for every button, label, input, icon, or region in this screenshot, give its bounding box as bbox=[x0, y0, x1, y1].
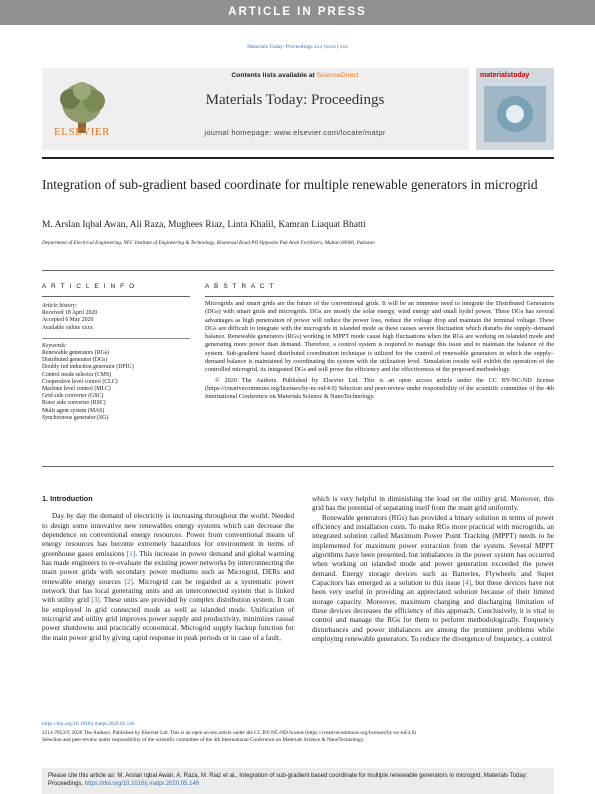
abstract-heading: A B S T R A C T bbox=[205, 283, 275, 290]
publisher-logo-text: ELSEVIER bbox=[54, 126, 110, 138]
text-run: . This increase in power demand and global warming has made engineers to re-evaluate the existing power networks by interconnecting the main power grids with secondary power mediums such as Microgrid, DERs and renewable energy sources bbox=[42, 548, 294, 586]
keyword: Distributed generator (DGs) bbox=[42, 357, 108, 364]
footer-license bbox=[42, 730, 554, 744]
article-info-heading: A R T I C L E I N F O bbox=[42, 283, 136, 290]
body-column-right bbox=[312, 494, 554, 644]
section-heading-introduction: 1. Introduction bbox=[42, 494, 93, 503]
history-online: Available online xxxx bbox=[42, 324, 94, 331]
keyword: Grid side converter (GSC) bbox=[42, 393, 104, 400]
abstract-text: Microgrids and smart grids are the future of the conventional grids. It will be an immense need to integrate the Distributed Generators (DGs) with smart grids and microgrids. DGs are mostly the solar energy, wind energy and small hydel power. These DGs has several advantages as high penetration of power will reduce the power loss, reduce the voltage drop and maintain the terminal voltage. These DGs are difficult to integrate with the microgrids in islanded mode as these causes severe fluctuation which disturbs the supply–demand balance. Renewable generators (RGs) working in MPPT mode cause high fluctuations when the RGs are working on islanded mode and generating more power than demand. Therefore, a control system is required to manage this issue and to maintain the balance of the system. Sub-gradient based distributed coordination technique is utilized for the control of renewable generators in which the supply–demand balance is maintained by coordinating the system with the utilization level. Simulation results will exhibit the operation of the controlled microgrid, its integrated DGs and will prove the efficiency and the effectiveness of the proposed methodology. bbox=[205, 300, 554, 374]
abstract-bottom-rule bbox=[42, 466, 554, 467]
history-accepted: Accepted 6 May 2020 bbox=[42, 317, 94, 324]
citation-doi-link[interactable]: https://doi.org/10.1016/j.matpr.2020.05.146 bbox=[84, 781, 200, 787]
citation-box bbox=[42, 768, 554, 794]
abstract-copyright: © 2020 The Authors. Published by Elsevier Ltd. This is an open access article under the CC BY-NC-ND license (https://creativecommons.org/licenses/by-nc-nd/4.0) Selection and peer-review under responsibility of the scientific committee of the 4th International Conference on Materials Science & NanoTechnology. bbox=[205, 376, 554, 401]
citation-ref-4[interactable]: [4] bbox=[462, 578, 472, 588]
keyword: Rotor side converter (RSC) bbox=[42, 400, 106, 407]
keyword: Synchronous generator (SG) bbox=[42, 414, 109, 421]
text-run: , but these devices have not been very useful in providing an appreciated solution because of their limited storage capacity. Moreover, maximum charging and discharging limitation of these devices decreases the efficiency of this approach. Conclusively, it is vital to control and manage the RGs for them to perform methodologically. Frequency disturbances and power imbalances are among the prominent problems while employing renewable generators. To reduce the divergence of frequency, a control bbox=[312, 578, 555, 644]
keyword: Doubly fed induction generator (DFIG) bbox=[42, 364, 134, 371]
sciencedirect-link[interactable]: ScienceDirect bbox=[316, 72, 359, 79]
title-rule bbox=[42, 270, 554, 271]
article-authors: M. Arslan Iqbal Awan, Ali Raza, Mughees Riaz, Linta Khalil, Kamran Liaquat Bhatti bbox=[42, 220, 366, 230]
header-rule bbox=[42, 157, 554, 159]
intro-paragraph-1 bbox=[42, 511, 294, 642]
info-rule bbox=[42, 296, 190, 297]
article-info bbox=[42, 303, 190, 422]
cover-title: materialstoday bbox=[480, 72, 530, 79]
text-run: Day by day the demand of electricity is increasing throughout the world. Needed to design some innovative new renewables energy systems which can decrease the dependence on conventional energy resources. Power from conventional means of energy resources has become extremely hazardous for environment in terms of greenhouse gases emissions bbox=[42, 511, 294, 558]
contents-available bbox=[130, 72, 460, 79]
citation-ref-3[interactable]: [3] bbox=[91, 595, 100, 605]
history-label: Article history: bbox=[42, 303, 78, 309]
citation-ref-2[interactable]: [2] bbox=[124, 576, 133, 586]
history-received: Received 18 April 2020 bbox=[42, 310, 98, 317]
doi-link[interactable]: https://doi.org/10.1016/j.matpr.2020.05.146 bbox=[42, 721, 135, 727]
footer-license-line: 2214-7853/© 2020 The Authors. Published by Elsevier Ltd. This is an open access article under the CC BY-NC-ND license (https://creativecommons.org/licenses/by-nc-nd/4.0) bbox=[42, 730, 417, 736]
article-in-press-banner: ARTICLE IN PRESS bbox=[0, 0, 595, 25]
intro-paragraph-cont: which is very helpful in diminishing the load on the utility grid. Moreover, this grid has the potential of separating itself from the main grid uniformly. bbox=[312, 494, 554, 513]
citation-text: Please cite this article as: M. Arslan Iqbal Awan, A. Raza, M. Riaz et al., Integration of sub-gradient based coordinate for multiple renewable generators in microgrid, Materials Today: Proceedings, bbox=[48, 773, 528, 787]
journal-reference[interactable]: Materials Today: Proceedings xxx (xxxx) xxx bbox=[247, 44, 348, 50]
text-run: . These units are provided by complex distribution system. It can be employed in grid connected mode as well as islanded mode. Unification of microgrid and utility grid improves power supply and productivity, minimizes casual power shutdowns and practically economical. Microgrid supply backup function for the main power grid by giving rapid response in peak periods or in case of a fault, bbox=[42, 595, 294, 642]
intro-paragraph-2 bbox=[312, 513, 554, 644]
keyword: Control mode selector (CMS) bbox=[42, 371, 112, 378]
body-column-left bbox=[42, 494, 294, 642]
journal-homepage[interactable]: journal homepage: www.elsevier.com/locate/matpr bbox=[204, 128, 386, 137]
contents-prefix: Contents lists available at bbox=[231, 72, 317, 79]
citation-ref-1[interactable]: [1] bbox=[126, 548, 136, 558]
cover-art-icon bbox=[476, 68, 554, 150]
article-title: Integration of sub-gradient based coordinate for multiple renewable generators in microgrid bbox=[42, 177, 538, 192]
abstract-body bbox=[205, 300, 554, 402]
text-run: . Microgrid can be regarded as a systematic power network that has local generating units and an interconnected system that is linked with utility grid bbox=[42, 576, 294, 605]
keyword: Machine level control (MLC) bbox=[42, 386, 111, 393]
info-divider bbox=[42, 338, 190, 339]
journal-cover-image bbox=[476, 68, 554, 150]
keyword: Cooperative level control (CLC) bbox=[42, 378, 118, 385]
text-run: Renewable generators (RGs) has provided a binary solution in terms of power efficiency and installation costs. To make RGs more practical with microgrids, an integrated solution called Maximum Power Point Tracking (MPPT) needs to be implemented for maximum power extraction from the system. Several MPPT algorithms have been presented, but imbalances in the power system has occurred when working on islanded mode and power generation exceeded the power demand. Energy storage devices such as Batteries, Flywheels and Super Capacitors has emerged as a solution to this issue bbox=[312, 512, 554, 588]
keyword: Multi agent system (MAS) bbox=[42, 407, 105, 414]
journal-name: Materials Today: Proceedings bbox=[205, 92, 385, 108]
keyword: Renewable generators (RGs) bbox=[42, 350, 109, 357]
footer-review-line: Selection and peer-review under responsibility of the scientific committee of the 4th International Conference on Materials Science & NanoTechnology. bbox=[42, 737, 365, 743]
keywords-label: Keywords: bbox=[42, 342, 67, 349]
abstract-rule bbox=[205, 296, 554, 297]
author-affiliation: Department of Electrical Engineering, NFC Institute of Engineering & Technology, Khanewal Road PO Opposite Pak Arab Fertilizers, Multan 60000, Pakistan bbox=[42, 240, 375, 246]
